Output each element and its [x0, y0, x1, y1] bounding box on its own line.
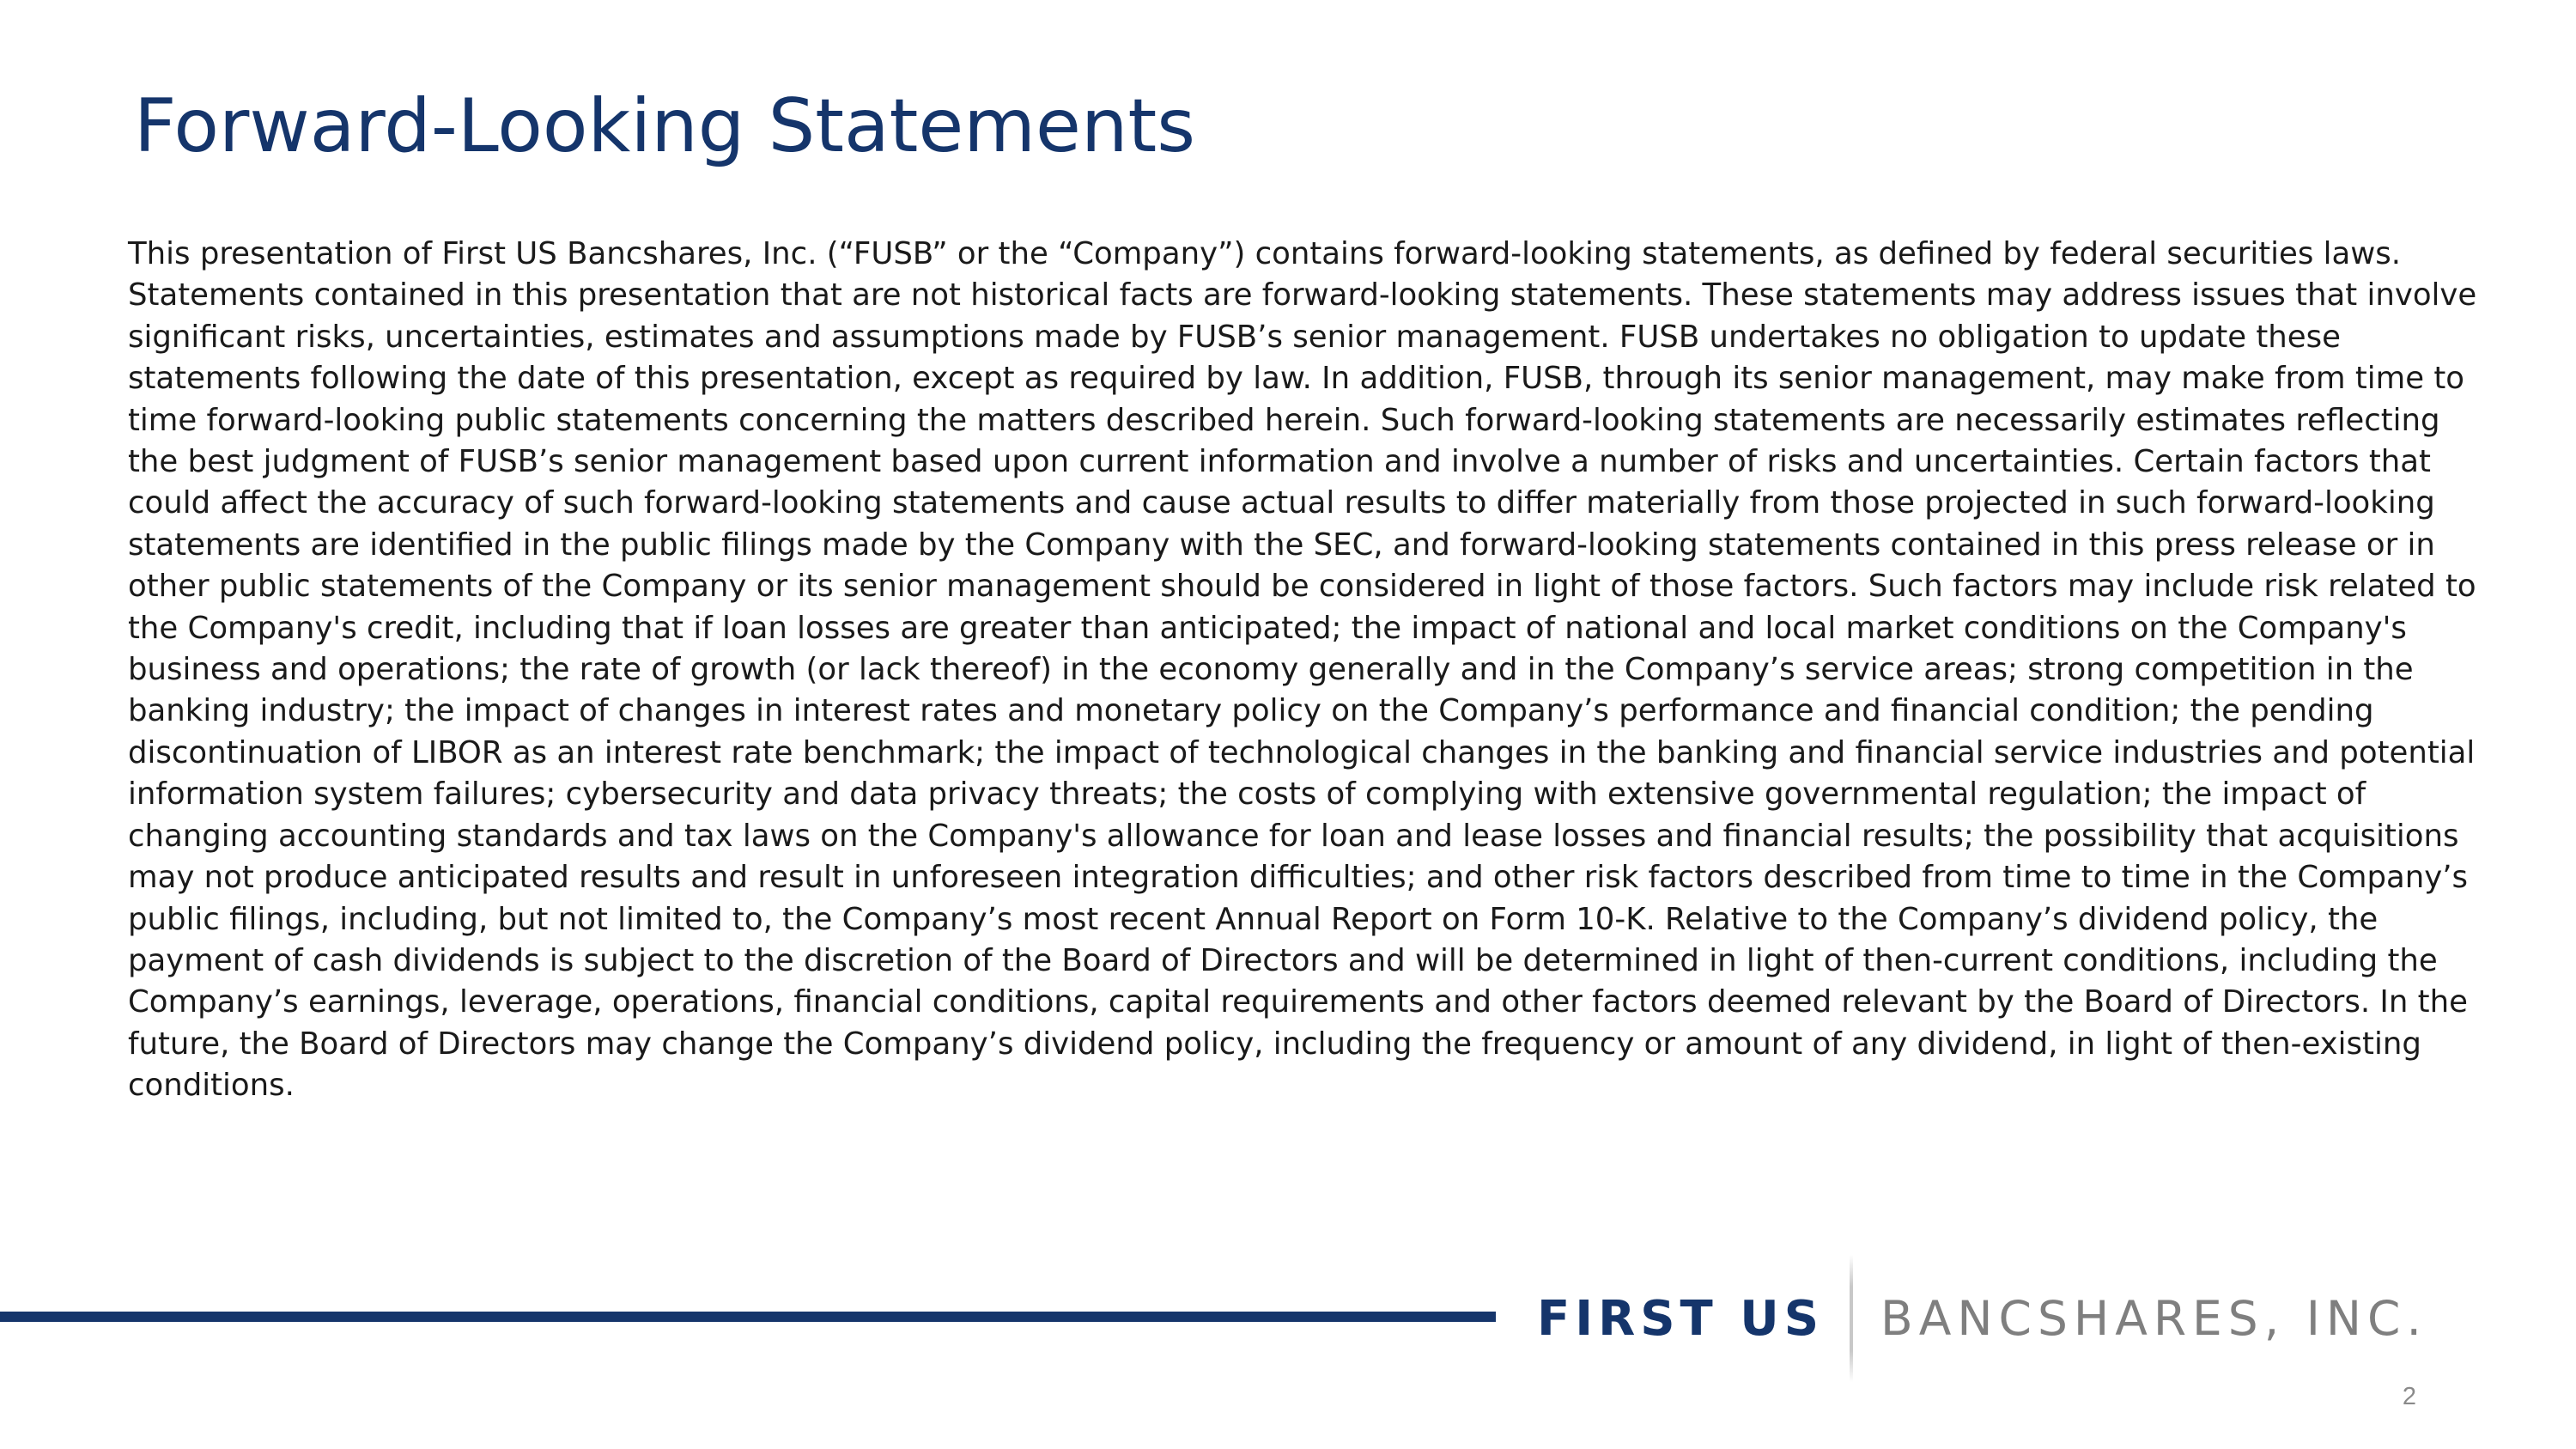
forward-looking-statements-body: This presentation of First US Bancshares, Inc. (“FUSB” or the “Company”) contains forward-looking statements, as defined by federal securities laws. Statements contained in this presentation that are not historical facts are forward-looking statements. These statements may address issues that involve significant risks, uncertainties, estimates and assumptions made by FUSB’s senior management. FUSB undertakes no obligation to update these statements following the date of this presentation, except as required by law. In addition, FUSB, through its senior management, may make from time to time forward-looking public statements concerning the matters described herein. Such forward-looking statements are necessarily estimates reflecting the best judgment of FUSB’s senior management based upon current information and involve a number of risks and uncertainties. Certain factors that could affect the accuracy of such forward-looking statements and cause actual results to differ materially from those projected in such forward-looking statements are identified in the public filings made by the Company with the SEC, and forward-looking statements contained in this press release or in other public statements of the Company or its senior management should be considered in light of those factors. Such factors may include risk related to the Company's credit, including that if loan losses are greater than anticipated; the impact of national and local market conditions on the Company's business and operations; the rate of growth (or lack thereof) in the economy generally and in the Company’s service areas; strong competition in the banking industry; the impact of changes in interest rates and monetary policy on the Company’s performance and financial condition; the pending discontinuation of LIBOR as an interest rate benchmark; the impact of technological changes in the banking and financial service industries and potential information system failures; cybersecurity and data privacy threats; the costs of complying with extensive governmental regulation; the impact of changing accounting standards and tax laws on the Company's allowance for loan and lease losses and financial results; the possibility that acquisitions may not produce anticipated results and result in unforeseen integration difficulties; and other risk factors described from time to time in the Company’s public filings, including, but not limited to, the Company’s most recent Annual Report on Form 10-K. Relative to the Company’s dividend policy, the payment of cash dividends is subject to the discretion of the Board of Directors and will be determined in light of then-current conditions, including the Company’s earnings, leverage, operations, financial conditions, capital requirements and other factors deemed relevant by the Board of Directors. In the future, the Board of Directors may change the Company’s dividend policy, including the frequency or amount of any dividend, in light of then-existing conditions. — [128, 236, 2477, 1104]
slide-title: Forward-Looking Statements — [134, 83, 1195, 169]
logo-divider — [1850, 1255, 1853, 1382]
company-logo — [1537, 1254, 2427, 1383]
page-number: 2 — [2402, 1383, 2416, 1410]
logo-primary-text: FIRST US — [1537, 1290, 1825, 1347]
logo-secondary-text: BANCSHARES, INC. — [1880, 1291, 2427, 1346]
footer-rule — [0, 1312, 1496, 1322]
